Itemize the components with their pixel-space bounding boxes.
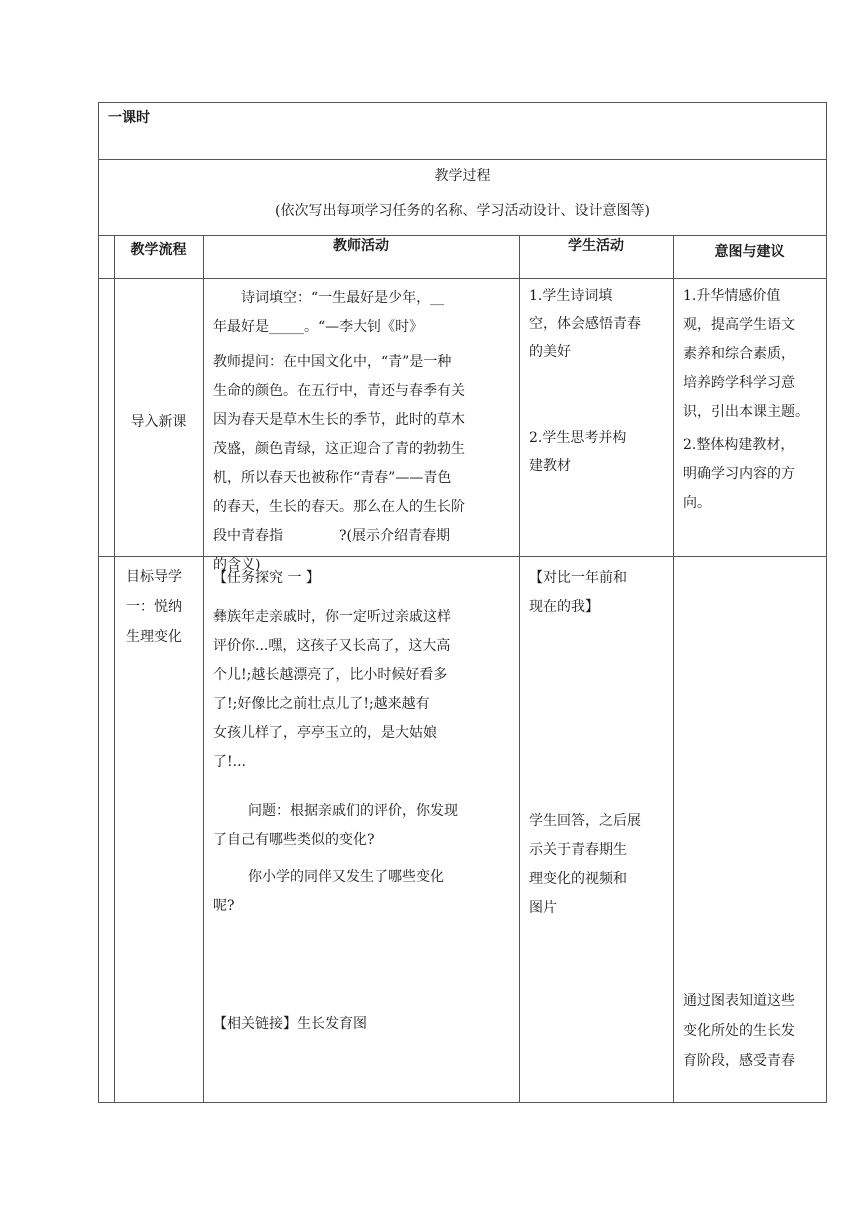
flow-line: 生理变化	[126, 629, 182, 645]
teacher-line: 教师提问：在中国文化中，“青”是一种	[213, 354, 452, 370]
row1-intent	[683, 282, 825, 518]
teacher-line: 问题：根据亲戚们的评价，你发现	[248, 803, 458, 819]
intent-line: 培养跨学科学习意	[683, 375, 795, 391]
intent-line: 育阶段，感受青春	[683, 1053, 795, 1069]
teacher-line: 年最好是_____。“—李大钊《时》	[213, 319, 424, 335]
student-line: 现在的我】	[529, 599, 599, 615]
teacher-line: 机，所以春天也被称作“青春”——青色	[213, 470, 452, 486]
intent-line: 明确学习内容的方	[683, 466, 795, 482]
teacher-line: 彝族年走亲戚时，你一定听过亲戚这样	[213, 609, 451, 625]
teacher-line: 因为春天是草木生长的季节，此时的草木	[213, 412, 465, 428]
teacher-line: 呢?	[213, 898, 235, 914]
student-line: 2.学生思考并构	[529, 430, 627, 446]
column-header-student: 学生活动	[568, 238, 624, 254]
intent-line: 1.升华情感价值	[683, 288, 781, 304]
teacher-line: 了自己有哪些类似的变化?	[213, 832, 375, 848]
process-title: 教学过程	[434, 168, 491, 184]
teacher-line: 的春天，生长的春天。那么在人的生长阶	[213, 499, 465, 515]
teacher-line: 了!;好像比之前壮点儿了!;越来越有	[213, 696, 430, 712]
intent-line: 向。	[683, 495, 711, 511]
intent-line: 识，引出本课主题。	[683, 404, 809, 420]
teacher-line: 段中青春指 ?(展示介绍青春期	[213, 528, 450, 544]
teacher-line: 生命的颜色。在五行中，青还与春季有关	[213, 383, 465, 399]
intent-line: 通过图表知道这些	[683, 993, 795, 1009]
intent-line: 素养和综合素质，	[683, 346, 795, 362]
teacher-line: 个儿!;越长越漂亮了，比小时候好看多	[213, 667, 448, 683]
student-line: 建教材	[529, 458, 571, 474]
student-line: 【对比一年前和	[529, 570, 627, 586]
teacher-line: 评价你...嘿，这孩子又长高了，这大高	[213, 638, 451, 654]
teacher-line: 女孩儿样了，亭亭玉立的，是大姑娘	[213, 725, 437, 741]
row2-student-activity	[529, 564, 671, 622]
teacher-line: 诗词填空：“一生最好是少年，__	[241, 290, 445, 306]
student-line: 图片	[529, 900, 557, 916]
row2-flow	[126, 562, 202, 652]
teacher-line: 的含义)	[213, 557, 261, 573]
teacher-line: 茂盛，颜色青绿，这正迎合了青的勃勃生	[213, 441, 465, 457]
student-line: 理变化的视频和	[529, 871, 627, 887]
row1-teacher-activity	[213, 284, 515, 580]
student-line: 空，体会感悟青春	[529, 316, 641, 332]
intent-line: 观，提高学生语文	[683, 317, 795, 333]
row1-flow: 导入新课	[130, 414, 187, 430]
row2-teacher-activity	[213, 564, 515, 921]
flow-line: 目标导学	[126, 569, 182, 585]
related-link: 【相关链接】生长发育图	[213, 1016, 367, 1032]
column-header-intent: 意图与建议	[714, 244, 785, 260]
intent-line: 2.整体构建教材，	[683, 437, 795, 453]
student-line: 的美好	[529, 344, 571, 360]
intent-line: 变化所处的生长发	[683, 1023, 795, 1039]
teacher-line: 了!...	[213, 754, 246, 770]
student-line: 1.学生诗词填	[529, 288, 613, 304]
teacher-line: 你小学的同伴又发生了哪些变化	[248, 869, 444, 885]
column-header-teacher: 教师活动	[333, 238, 389, 254]
student-line: 学生回答，之后展	[529, 813, 641, 829]
flow-line: 一：悦纳	[126, 599, 182, 615]
row1-student-activity	[529, 282, 671, 480]
session-label: 一课时	[108, 110, 150, 126]
task-heading: 【任务探究 一 】	[213, 570, 320, 586]
row2-intent	[683, 986, 825, 1076]
student-line: 示关于青春期生	[529, 842, 627, 858]
row2-student-answer	[529, 807, 671, 923]
column-header-flow: 教学流程	[130, 242, 187, 258]
process-subtitle: (依次写出每项学习任务的名称、学习活动设计、设计意图等)	[275, 203, 650, 219]
